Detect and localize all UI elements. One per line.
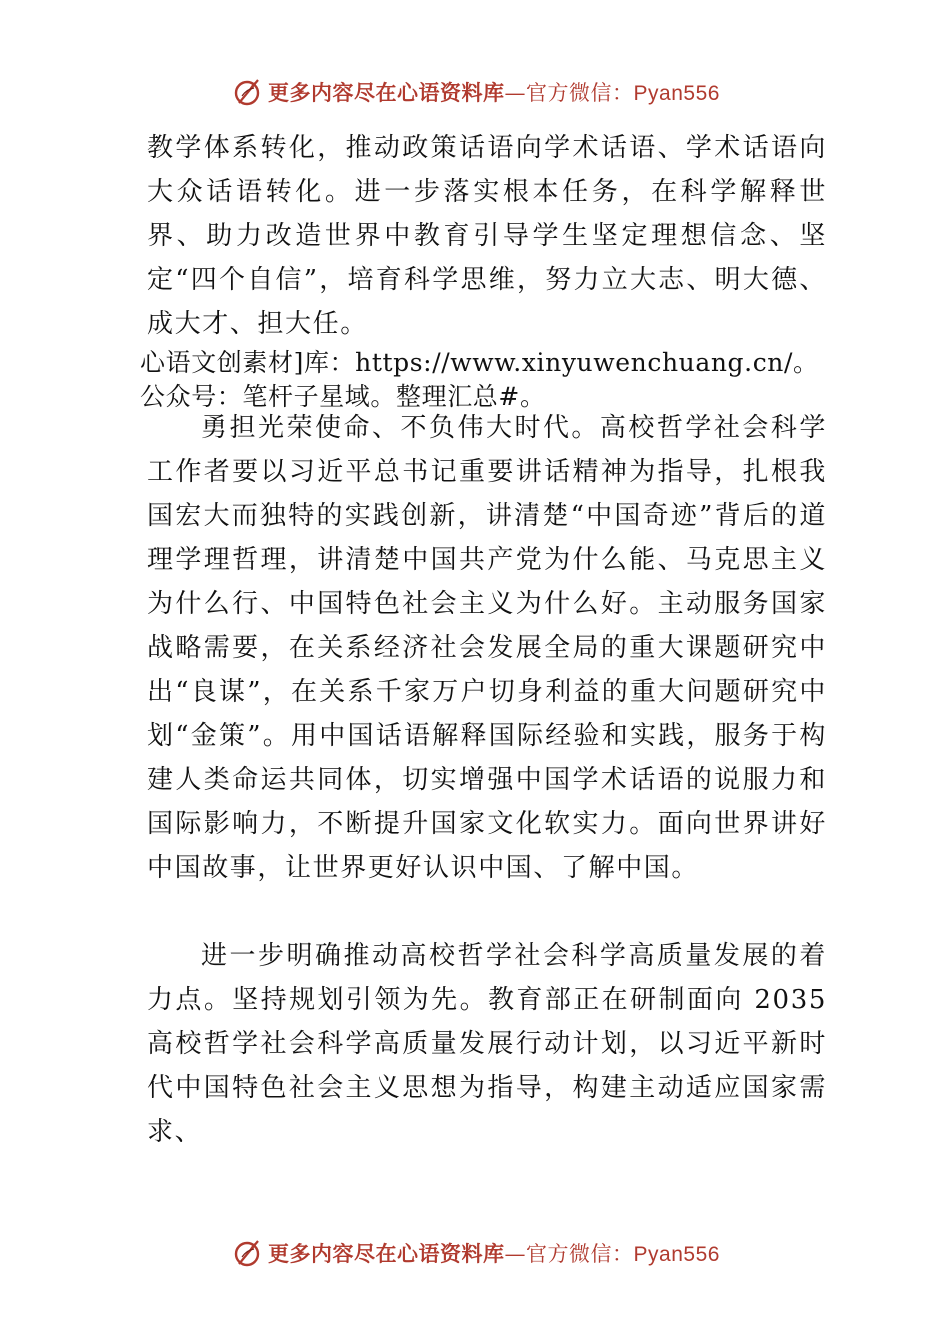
header-title: 更多内容尽在心语资料库 xyxy=(268,80,505,105)
header-banner xyxy=(0,70,950,114)
quill-logo-icon xyxy=(230,75,264,109)
paragraph-focus xyxy=(147,934,827,1154)
footer-separator: — xyxy=(504,1242,527,1266)
paragraph-3: 进一步明确推动高校哲学社会科学高质量发展的着力点。坚持规划引领为先。教育部正在研制面向 2035 高校哲学社会科学高质量发展行动计划，以习近平新时代中国特色社会主义思想为指导，构建主动适应国家需求、 xyxy=(147,941,827,1147)
paragraph-continued xyxy=(147,126,827,346)
footer-banner-text xyxy=(268,1238,720,1268)
header-subtitle: 官方微信：Pyan556 xyxy=(526,82,720,105)
paragraph-mission xyxy=(147,406,827,890)
paragraph-2: 勇担光荣使命、不负伟大时代。高校哲学社会科学工作者要以习近平总书记重要讲话精神为指导，扎根我国宏大而独特的实践创新，讲清楚“中国奇迹”背后的道理学理哲理，讲清楚中国共产党为什么能、马克思主义为什么行、中国特色社会主义为什么好。主动服务国家战略需要，在关系经济社会发展全局的重大课题研究中出“良谋”，在关系千家万户切身利益的重大问题研究中划“金策”。用中国话语解释国际经验和实践，服务于构建人类命运共同体，切实增强中国学术话语的说服力和国际影响力，不断提升国家文化软实力。面向世界讲好中国故事，让世界更好认识中国、了解中国。 xyxy=(147,413,827,883)
footer-title: 更多内容尽在心语资料库 xyxy=(268,1241,505,1266)
source-note: 心语文创素材]库：https://www.xinyuwenchuang.cn/。公众号：笔杆子星域。整理汇总#。 xyxy=(140,348,819,411)
quill-logo-icon xyxy=(230,1236,264,1270)
footer-banner xyxy=(0,1231,950,1275)
paragraph-1: 教学体系转化，推动政策话语向学术话语、学术话语向大众话语转化。进一步落实根本任务，在科学解释世界、助力改造世界中教育引导学生坚定理想信念、坚定“四个自信”，培育科学思维，努力立大志、明大德、成大才、担大任。 xyxy=(147,133,827,339)
header-banner-text xyxy=(268,77,720,107)
header-separator: — xyxy=(504,81,527,105)
footer-subtitle: 官方微信：Pyan556 xyxy=(526,1243,720,1266)
